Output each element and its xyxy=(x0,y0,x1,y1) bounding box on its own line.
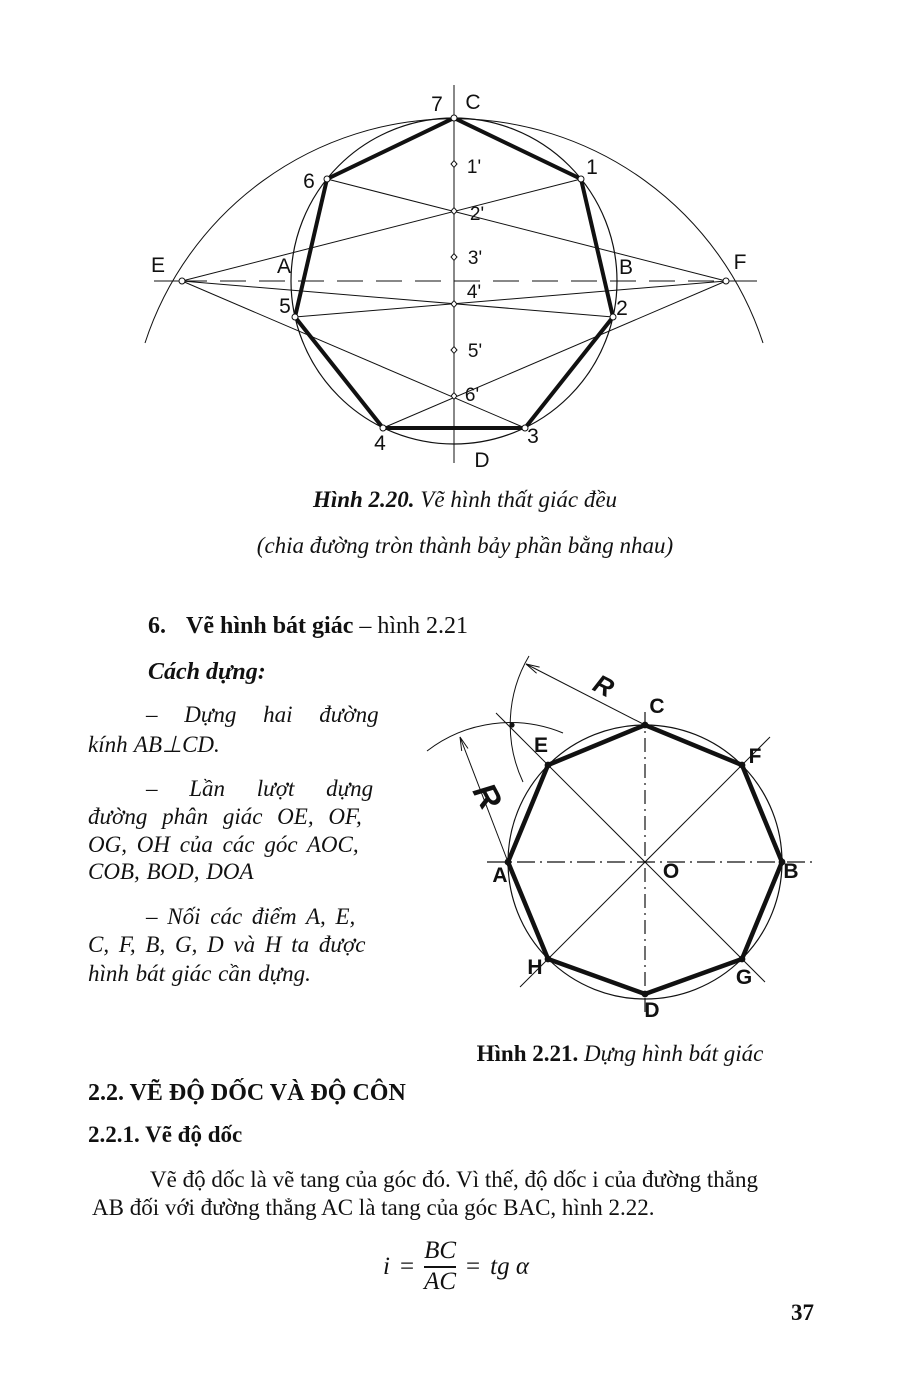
slope-formula xyxy=(383,1237,529,1297)
text-line: COB, BOD, DOA xyxy=(88,859,254,884)
label-vertex-5: 5 xyxy=(279,295,291,318)
label-div-6: 6' xyxy=(464,385,480,406)
text-line: – Dựng hai đường xyxy=(146,702,379,727)
formula-equals: = xyxy=(466,1252,481,1280)
section6-title-suffix: – hình 2.21 xyxy=(359,613,469,639)
text-line: hình bát giác cần dựng. xyxy=(88,961,311,986)
label-point-E: E xyxy=(533,734,549,757)
label-div-1: 1' xyxy=(466,157,482,178)
figure20-caption-number: Hình 2.20. xyxy=(312,487,415,512)
label-point-C: C xyxy=(465,91,481,114)
label-point-C: C xyxy=(649,695,665,718)
label-point-F: F xyxy=(748,745,762,768)
label-radius-R2: R xyxy=(465,776,510,816)
arrowhead xyxy=(526,664,540,673)
label-point-H: H xyxy=(527,956,543,979)
formula-denominator: AC xyxy=(424,1267,457,1295)
figure20-caption-text: Vẽ hình thất giác đều xyxy=(420,487,618,512)
label-point-O: O xyxy=(662,860,680,883)
label-div-4: 4' xyxy=(466,282,482,303)
figure20-caption xyxy=(95,487,835,513)
label-point-A: A xyxy=(492,864,508,887)
text-line: kính AB⊥CD. xyxy=(88,732,220,757)
label-point-F: F xyxy=(733,251,747,274)
arc-from-C xyxy=(510,656,529,782)
text-line: OG, OH của các góc AOC, xyxy=(88,832,359,857)
paragraph-line: Vẽ độ dốc là vẽ tang của góc đó. Vì thế, độ dốc i của đường thẳng xyxy=(150,1167,758,1192)
label-point-B: B xyxy=(783,860,799,883)
formula-equals: = xyxy=(399,1252,415,1280)
figure-octagon-construction xyxy=(0,630,916,1030)
label-vertex-3: 3 xyxy=(527,425,539,448)
section6-subheading: Cách dựng: xyxy=(148,659,266,685)
formula-lhs: i xyxy=(383,1252,390,1280)
label-point-A: A xyxy=(276,255,292,278)
label-vertex-6: 6 xyxy=(303,170,315,193)
label-vertex-7: 7 xyxy=(431,93,443,116)
section6-number: 6. xyxy=(148,613,166,639)
figure21-caption-number: Hình 2.21. xyxy=(476,1041,579,1066)
label-point-D: D xyxy=(644,999,660,1022)
label-point-G: G xyxy=(735,966,753,989)
page-number: 37 xyxy=(791,1300,814,1325)
figure20-caption-line2: (chia đường tròn thành bảy phần bằng nhau) xyxy=(256,533,674,558)
label-vertex-4: 4 xyxy=(374,432,386,455)
radius-leader-C xyxy=(526,664,645,725)
section6-title: Vẽ hình bát giác xyxy=(186,613,354,639)
figure-heptagon-construction xyxy=(0,0,916,480)
label-vertex-2: 2 xyxy=(616,297,628,320)
arrowhead xyxy=(460,737,468,751)
label-radius-R1: R xyxy=(588,668,619,704)
text-line: đường phân giác OE, OF, xyxy=(88,804,362,829)
label-point-D: D xyxy=(474,449,490,472)
label-div-2: 2' xyxy=(469,204,485,225)
figure21-caption-text: Dựng hình bát giác xyxy=(584,1041,764,1066)
text-line: – Lần lượt dựng xyxy=(146,776,374,801)
label-vertex-1: 1 xyxy=(586,156,598,179)
section22-heading: 2.2. VẼ ĐỘ DỐC VÀ ĐỘ CÔN xyxy=(88,1080,406,1106)
text-line: C, F, B, G, D và H ta được xyxy=(88,932,366,957)
section221-subheading: 2.2.1. Vẽ độ dốc xyxy=(88,1122,243,1147)
label-div-5: 5' xyxy=(467,341,483,362)
formula-numerator: BC xyxy=(424,1237,457,1264)
label-point-B: B xyxy=(618,256,634,279)
label-point-E: E xyxy=(150,254,166,277)
paragraph-line: AB đối với đường thẳng AC là tang của góc BAC, hình 2.22. xyxy=(92,1195,655,1220)
formula-fraction xyxy=(424,1237,456,1297)
figure21-caption xyxy=(420,1041,820,1067)
text-line: – Nối các điểm A, E, xyxy=(146,904,356,929)
formula-rhs: tg α xyxy=(490,1252,529,1280)
label-div-3: 3' xyxy=(467,248,483,269)
